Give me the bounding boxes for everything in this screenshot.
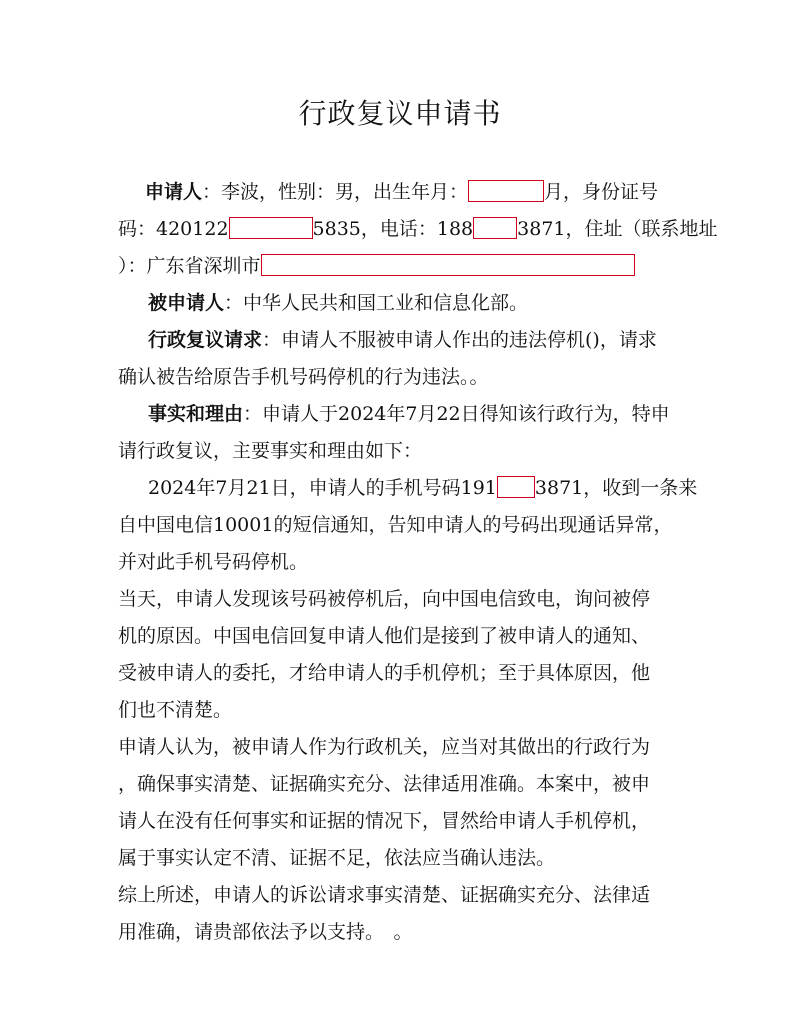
request-line-1: 行政复议请求：申请人不服被申请人作出的违法停机()，请求 <box>148 329 657 351</box>
request-line-2: 确认被告给原告手机号码停机的行为违法。。 <box>118 366 489 388</box>
body-p1-line-3: 并对此手机号码停机。 <box>118 551 309 573</box>
body-p1-line-1: 2024年7月21日，申请人的手机号码191 3871，收到一条来 <box>148 477 698 499</box>
body-p2-line-3: 受被申请人的委托，才给申请人的手机停机；至于具体原因，他 <box>118 662 651 684</box>
respondent-label: 被申请人 <box>148 292 225 314</box>
facts-label: 事实和理由 <box>148 403 244 425</box>
body-p3-line-2: ，确保事实清楚、证据确实充分、法律适用准确。本案中，被申 <box>118 773 651 795</box>
respondent-line: 被申请人：中华人民共和国工业和信息化部。 <box>148 292 529 314</box>
body-p4-line-2: 用准确，请贵部依法予以支持。 。 <box>118 921 413 943</box>
document-title: 行政复议申请书 <box>298 97 502 130</box>
body-p3-line-4: 属于事实认定不清、证据不足，依法应当确认违法。 <box>118 847 556 869</box>
facts-line-2: 请行政复议，主要事实和理由如下： <box>118 440 423 462</box>
applicant-label: 申请人 <box>145 181 203 203</box>
redaction-box-birth <box>468 180 544 202</box>
request-label: 行政复议请求 <box>148 329 263 351</box>
redaction-box-id <box>229 217 313 239</box>
redaction-box-address <box>261 254 635 276</box>
body-p3-line-3: 请人在没有任何事实和证据的情况下，冒然给申请人手机停机， <box>118 810 651 832</box>
applicant-line-3: ）：广东省深圳市 <box>118 254 635 278</box>
applicant-line-2: 码：420122 5835，电话：188 3871，住址（联系地址 <box>118 218 718 240</box>
body-p1-line-2: 自中国电信10001的短信通知，告知申请人的号码出现通话异常， <box>118 514 673 536</box>
redaction-box-phone <box>473 217 517 239</box>
body-p2-line-2: 机的原因。中国电信回复申请人他们是接到了被申请人的通知、 <box>118 625 651 647</box>
body-p2-line-1: 当天，申请人发现该号码被停机后，向中国电信致电，询问被停 <box>118 588 651 610</box>
applicant-line-1: 申请人：李波，性别：男，出生年月： 月，身份证号 <box>145 181 659 203</box>
facts-line-1: 事实和理由：申请人于2024年7月22日得知该行政行为，特申 <box>148 403 670 425</box>
redaction-box-mobile <box>497 476 535 498</box>
body-p4-line-1: 综上所述，申请人的诉讼请求事实清楚、证据确实充分、法律适 <box>118 884 651 906</box>
body-p3-line-1: 申请人认为，被申请人作为行政机关，应当对其做出的行政行为 <box>118 736 651 758</box>
body-p2-line-4: 们也不清楚。 <box>118 699 233 721</box>
